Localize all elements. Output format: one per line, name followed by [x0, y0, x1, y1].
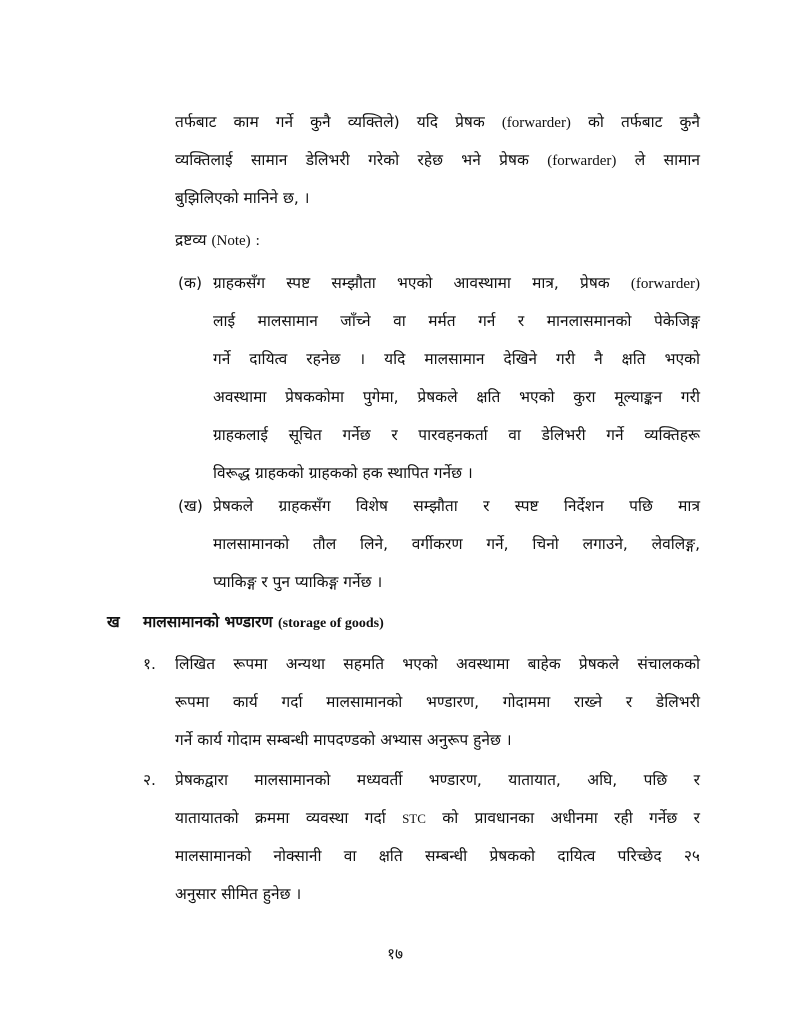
- text-run: प्रेषकले ग्राहकसँग विशेष सम्झौता र स्पष्ट निर्देशन पछि मात्र: [213, 497, 700, 515]
- note-line: [213, 309, 700, 333]
- text-run: यातायातको क्रममा व्यवस्था गर्दा: [175, 809, 403, 827]
- text-run: गर्ने कार्य गोदाम सम्बन्धी मापदण्डको अभ्यास अनुरूप हुनेछ ।: [175, 731, 512, 749]
- text-run: STC: [402, 811, 426, 826]
- item-line: [175, 768, 700, 792]
- text-run: रूपमा कार्य गर्दा मालसामानको भण्डारण, गोदाममा राख्ने र डेलिभरी: [175, 693, 700, 711]
- text-run: (forwarder): [547, 153, 617, 169]
- text-run: बुझिलिएको मानिने छ, ।: [175, 189, 310, 207]
- note-line: [213, 347, 700, 371]
- item-line: [175, 728, 512, 752]
- text-run: व्यक्तिलाई सामान डेलिभरी गरेको रहेछ भने प्रेषक: [175, 151, 548, 169]
- note-heading-ne: द्रष्टव्य: [175, 231, 207, 249]
- text-run: को तर्फबाट कुनै: [570, 113, 700, 131]
- note-heading: [175, 228, 260, 253]
- text-run: मालसामानको नोक्सानी वा क्षति सम्बन्धी प्रेषकको दायित्व परिच्छेद २५: [175, 847, 700, 865]
- intro-line-2: [175, 148, 700, 173]
- text-run: प्याकिङ्ग र पुन प्याकिङ्ग गर्नेछ ।: [213, 573, 383, 591]
- text-run: तर्फबाट काम गर्ने कुनै व्यक्तिले) यदि प्रेषक: [175, 113, 502, 131]
- text-run: विरूद्ध ग्राहकको ग्राहकको हक स्थापित गर्नेछ ।: [213, 464, 473, 482]
- note-line: [213, 532, 700, 556]
- text-run: लिखित रूपमा अन्यथा सहमति भएको अवस्थामा बाहेक प्रेषकले संचालकको: [175, 655, 700, 673]
- text-run: ग्राहकलाई सूचित गर्नेछ र पारवहनकर्ता वा डेलिभरी गर्ने व्यक्तिहरू: [213, 426, 700, 444]
- section-marker: ख: [107, 613, 120, 631]
- item-line: [175, 652, 700, 676]
- item-number: १.: [143, 655, 156, 673]
- item-line: [175, 690, 700, 714]
- intro-line-1: [175, 110, 700, 135]
- text-run: अनुसार सीमित हुनेछ ।: [175, 885, 302, 903]
- note-line: [213, 494, 700, 518]
- section-title-en: (storage of goods): [278, 616, 384, 631]
- text-run: को प्रावधानका अधीनमा रही गर्नेछ र: [425, 809, 700, 827]
- item-line: [175, 844, 700, 868]
- note-line: [213, 461, 473, 485]
- note-heading-colon: :: [255, 233, 260, 249]
- text-run: अवस्थामा प्रेषककोमा पुगेमा, प्रेषकले क्षति भएको कुरा मूल्याङ्कन गरी: [213, 388, 700, 406]
- note-line: [213, 423, 700, 447]
- text-run: प्रेषकद्वारा मालसामानको मध्यवर्ती भण्डारण, यातायात, अघि, पछि र: [175, 771, 700, 789]
- section-title: [143, 610, 384, 636]
- note-line: [213, 385, 700, 409]
- note-line: [213, 570, 382, 594]
- text-run: ग्राहकसँग स्पष्ट सम्झौता भएको आवस्थामा मात्र, प्रेषक: [213, 274, 631, 292]
- item-number: २.: [143, 771, 156, 789]
- section-title-ne: मालसामानको भण्डारण: [143, 613, 273, 631]
- intro-line-3: [175, 186, 310, 210]
- note-item-label: (क): [178, 274, 202, 292]
- note-line: [213, 271, 700, 296]
- text-run: (forwarder): [501, 115, 571, 131]
- item-line: [175, 806, 700, 831]
- item-line: [175, 882, 301, 906]
- note-item-label: (ख): [178, 497, 203, 515]
- text-run: (forwarder): [630, 276, 700, 292]
- text-run: गर्ने दायित्व रहनेछ । यदि मालसामान देखिने गरी नै क्षति भएको: [213, 350, 700, 368]
- page-number: १७: [387, 945, 404, 963]
- text-run: मालसामानको तौल लिने, वर्गीकरण गर्ने, चिनो लगाउने, लेवलिङ्ग,: [213, 535, 700, 553]
- note-heading-en: (Note): [211, 233, 251, 249]
- text-run: ले सामान: [616, 151, 700, 169]
- text-run: लाई मालसामान जाँच्ने वा मर्मत गर्न र मानलासमानको पेकेजिङ्ग: [213, 312, 700, 330]
